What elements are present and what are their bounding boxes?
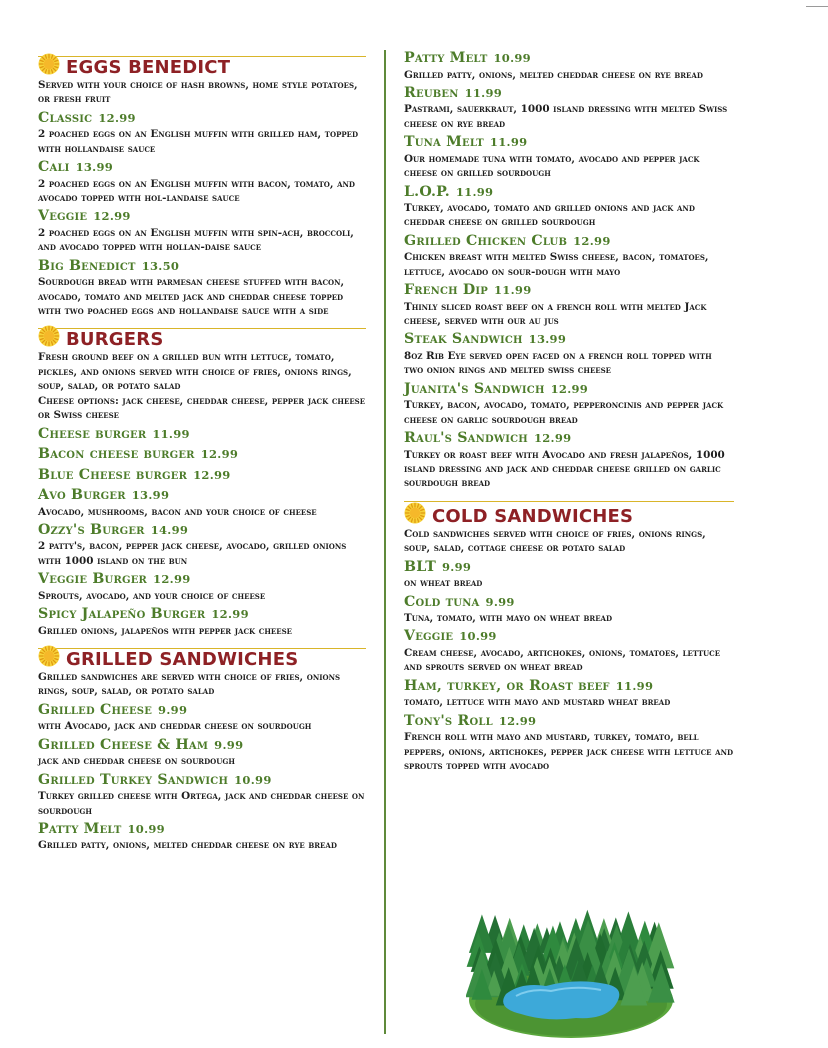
menu-item: [404, 331, 734, 377]
item-price: 9.99: [485, 594, 515, 609]
item-title: [38, 258, 366, 276]
item-description: Cream cheese, avocado, artichokes, onions, tomatoes, lettuce and sprouts served on wheat bread: [404, 646, 721, 674]
item-name: Grilled Cheese: [38, 701, 153, 718]
item-name: Veggie: [404, 628, 454, 645]
item-title: [404, 628, 734, 646]
item-description: Chicken breast with melted Swiss cheese, bacon, tomatoes, lettuce, avocado on sour-dough with mayo: [404, 251, 709, 278]
item-title: [404, 559, 734, 577]
item-title: [38, 467, 366, 485]
menu-item: [404, 430, 734, 491]
menu-item: [404, 713, 734, 774]
item-description: jack and cheddar cheese on sourdough: [38, 755, 235, 768]
item-title: [38, 772, 366, 790]
item-price: 9.99: [441, 559, 472, 574]
item-title: [38, 487, 366, 505]
item-name: Steak Sandwich: [404, 331, 523, 348]
item-description: Tuna, tomato, with mayo on wheat bread: [404, 612, 613, 625]
item-name: L.O.P.: [404, 183, 450, 200]
item-name: Raul's Sandwich: [404, 430, 528, 447]
item-description: Pastrami, sauerkraut, 1000 island dressing with melted Swiss cheese on rye bread: [404, 103, 728, 130]
item-title: [404, 85, 734, 103]
item-name: Blue Cheese burger: [38, 466, 188, 483]
menu-item: [404, 134, 734, 180]
section-burgers: [38, 320, 366, 638]
sun-icon: [38, 53, 60, 75]
item-name: Veggie Burger: [38, 571, 148, 588]
menu-item: [404, 678, 734, 710]
item-price: 11.99: [494, 283, 532, 298]
item-title: [404, 233, 734, 251]
gold-rule: [404, 501, 734, 502]
menu-item: [38, 208, 366, 254]
item-description: Turkey, avocado, tomato and grilled onions and jack and cheddar cheese on grilled sourdough: [404, 202, 695, 229]
item-description: with Avocado, jack and cheddar cheese on sourdough: [38, 720, 312, 733]
item-price: 12.99: [533, 431, 572, 446]
menu-item: [38, 487, 366, 519]
section-header: [38, 640, 366, 670]
item-description: Thinly sliced roast beef on a french roll with melted Jack cheese, served with our au jus: [404, 300, 707, 328]
menu-item: [404, 628, 734, 674]
item-description: Grilled onions, jalapeños with pepper jack cheese: [38, 624, 292, 637]
menu-item: [38, 467, 366, 485]
item-name: Grilled Chicken Club: [404, 232, 568, 249]
item-price: 12.99: [211, 607, 249, 622]
item-name: Grilled Turkey Sandwich: [38, 771, 229, 788]
item-name: Big Benedict: [38, 257, 136, 274]
menu-item: [38, 772, 366, 818]
item-price: 12.99: [153, 572, 191, 587]
item-price: 11.99: [152, 426, 190, 441]
sun-icon: [404, 502, 426, 524]
item-name: Cold tuna: [404, 593, 480, 610]
item-title: [404, 430, 734, 448]
section-description: Grilled sandwiches are served with choice of fries, onions rings, soup, salad, or potato salad: [38, 671, 341, 698]
menu-item: [38, 258, 366, 319]
item-description: Turkey or roast beef with Avocado and fresh jalapeños, 1000 island dressing and jack and cheddar cheese grilled on garlic sourdough bread: [404, 448, 725, 490]
section-description: Fresh ground beef on a grilled bun with lettuce, tomato, pickles, and onions served with choice of fries, onions rings, soup, salad, or potato salad: [38, 351, 352, 393]
item-price: 11.99: [489, 135, 528, 150]
item-title: [404, 50, 734, 68]
item-description: French roll with mayo and mustard, turkey, tomato, bell peppers, onions, artichokes, pepper jack cheese with lettuce and sprouts topped with avocado: [404, 731, 734, 772]
item-description: 2 poached eggs on an English muffin with grilled ham, topped with hollandaise sauce: [38, 128, 359, 155]
item-description: Avocado, mushrooms, bacon and your choice of cheese: [38, 505, 317, 518]
item-price: 12.99: [98, 110, 136, 125]
item-name: Ozzy's Burger: [38, 521, 145, 538]
item-price: 12.99: [93, 209, 131, 224]
section-header: [404, 497, 734, 527]
left-column: [38, 48, 366, 855]
sun-icon: [38, 645, 60, 667]
item-title: [404, 381, 734, 399]
menu-item: [404, 184, 734, 230]
item-name: Spicy Jalapeño Burger: [38, 606, 206, 623]
item-description: 2 poached eggs on an English muffin with spin-ach, broccoli, and avocado topped with hollan-daise sauce: [38, 226, 354, 254]
item-price: 13.99: [75, 160, 114, 175]
item-title: [404, 678, 734, 696]
item-price: 9.99: [214, 737, 244, 752]
item-price: 12.99: [498, 713, 537, 728]
item-description: 2 patty's, bacon, pepper jack cheese, avocado, grilled onions with 1000 island on the bun: [38, 540, 347, 567]
item-description: Our homemade tuna with tomato, avocado and pepper jack cheese on grilled sourdough: [404, 152, 700, 180]
item-title: [404, 331, 734, 349]
item-title: [38, 702, 366, 720]
item-description: on wheat bread: [404, 577, 483, 590]
item-name: Cali: [38, 159, 70, 176]
menu-item: [38, 571, 366, 603]
item-title: [38, 446, 366, 464]
item-title: [38, 571, 366, 589]
menu-item: [404, 50, 734, 82]
item-description: Grilled patty, onions, melted cheddar cheese on rye bread: [404, 68, 703, 81]
item-price: 10.99: [127, 821, 165, 836]
item-price: 11.99: [455, 184, 494, 199]
item-title: [404, 184, 734, 202]
item-price: 13.50: [141, 258, 180, 273]
item-name: Juanita's Sandwich: [404, 380, 545, 397]
item-description: Turkey, bacon, avocado, tomato, pepperoncinis and pepper jack cheese on garlic sourdough bread: [404, 399, 724, 426]
item-description: Turkey grilled cheese with Ortega, jack and cheddar cheese on sourdough: [38, 790, 365, 817]
menu-item: [404, 282, 734, 328]
item-name: Cheese burger: [38, 425, 147, 442]
menu-item: [38, 737, 366, 769]
menu-item: [38, 426, 366, 444]
item-price: 14.99: [150, 522, 189, 537]
item-name: French Dip: [404, 282, 488, 299]
item-price: 10.99: [234, 772, 272, 787]
item-title: [38, 110, 366, 128]
item-description: Sprouts, avocado, and your choice of cheese: [38, 589, 266, 602]
section-header: [38, 320, 366, 350]
menu-item: [38, 702, 366, 734]
menu-item: [38, 606, 366, 638]
menu-item: [404, 559, 734, 591]
item-title: [38, 737, 366, 755]
item-description: Sourdough bread with parmesan cheese stuffed with bacon, avocado, tomato and melted jack and cheddar cheese topped with two poached eggs and hollandaise sauce with a side: [38, 276, 345, 318]
item-name: Ham, turkey, or Roast beef: [404, 677, 610, 694]
section-eggs-benedict: [38, 48, 366, 318]
item-price: 13.99: [528, 332, 567, 347]
menu-item: [38, 522, 366, 568]
menu-item: [404, 381, 734, 427]
item-name: Tuna Melt: [404, 134, 484, 151]
item-title: [404, 713, 734, 731]
item-price: 12.99: [550, 381, 589, 396]
item-price: 12.99: [193, 467, 231, 482]
menu-item: [38, 821, 366, 853]
item-name: Patty Melt: [38, 820, 122, 837]
item-title: [38, 522, 366, 540]
item-price: 9.99: [158, 702, 188, 717]
item-name: Classic: [38, 109, 93, 126]
page-corner-line: [806, 6, 828, 7]
item-name: Grilled Cheese & Ham: [38, 736, 209, 753]
section-title: EGGS BENEDICT: [66, 57, 231, 78]
item-name: Veggie: [38, 208, 88, 225]
item-title: [38, 606, 366, 624]
column-divider: [384, 50, 386, 1034]
item-title: [404, 594, 734, 612]
item-title: [38, 821, 366, 839]
item-title: [404, 282, 734, 300]
section-grilled-sandwiches: [38, 640, 366, 853]
section-title: COLD SANDWICHES: [432, 505, 634, 527]
menu-item: [404, 233, 734, 279]
item-description: 2 poached eggs on an English muffin with bacon, tomato, and avocado topped with hol-landaise sauce: [38, 177, 356, 205]
right-column: [404, 50, 734, 775]
section-header: [38, 48, 366, 78]
menu-item: [404, 594, 734, 626]
item-name: Bacon cheese burger: [38, 446, 195, 462]
item-description: Grilled patty, onions, melted cheddar cheese on rye bread: [38, 839, 337, 852]
forest-lake-illustration: [466, 908, 676, 1038]
item-price: 11.99: [464, 85, 503, 100]
cheese-options: Cheese options: jack cheese, cheddar cheese, pepper jack cheese or Swiss cheese: [38, 394, 366, 422]
item-name: Tony's Roll: [404, 712, 493, 729]
item-name: Avo Burger: [38, 487, 126, 503]
sun-icon: [38, 325, 60, 347]
item-description: 8oz Rib Eye served open faced on a french roll topped with two onion rings and melted swiss cheese: [404, 349, 712, 377]
section-description: Cold sandwiches served with choice of fries, onions rings, soup, salad, cottage cheese or potato salad: [404, 527, 706, 555]
item-price: 11.99: [615, 678, 654, 693]
menu-item: [38, 110, 366, 156]
menu-item: [404, 85, 734, 131]
item-price: 10.99: [493, 51, 531, 65]
menu-item: [38, 446, 366, 464]
item-description: tomato, lettuce with mayo and mustard wheat bread: [404, 696, 671, 709]
item-price: 12.99: [573, 233, 611, 248]
section-title: GRILLED SANDWICHES: [66, 649, 299, 671]
section-description: Served with your choice of hash browns, home style potatoes, or fresh fruit: [38, 79, 358, 106]
item-price: 10.99: [459, 629, 497, 644]
menu-item: [38, 159, 366, 205]
item-name: BLT: [404, 558, 436, 575]
item-title: [38, 208, 366, 226]
item-title: [38, 159, 366, 177]
section-cold-sandwiches: [404, 497, 734, 774]
item-price: 12.99: [200, 447, 239, 461]
item-title: [404, 134, 734, 152]
item-name: Reuben: [404, 84, 459, 101]
item-price: 13.99: [131, 488, 170, 502]
item-title: [38, 426, 366, 444]
section-title: BURGERS: [66, 329, 164, 351]
item-name: Patty Melt: [404, 50, 488, 66]
